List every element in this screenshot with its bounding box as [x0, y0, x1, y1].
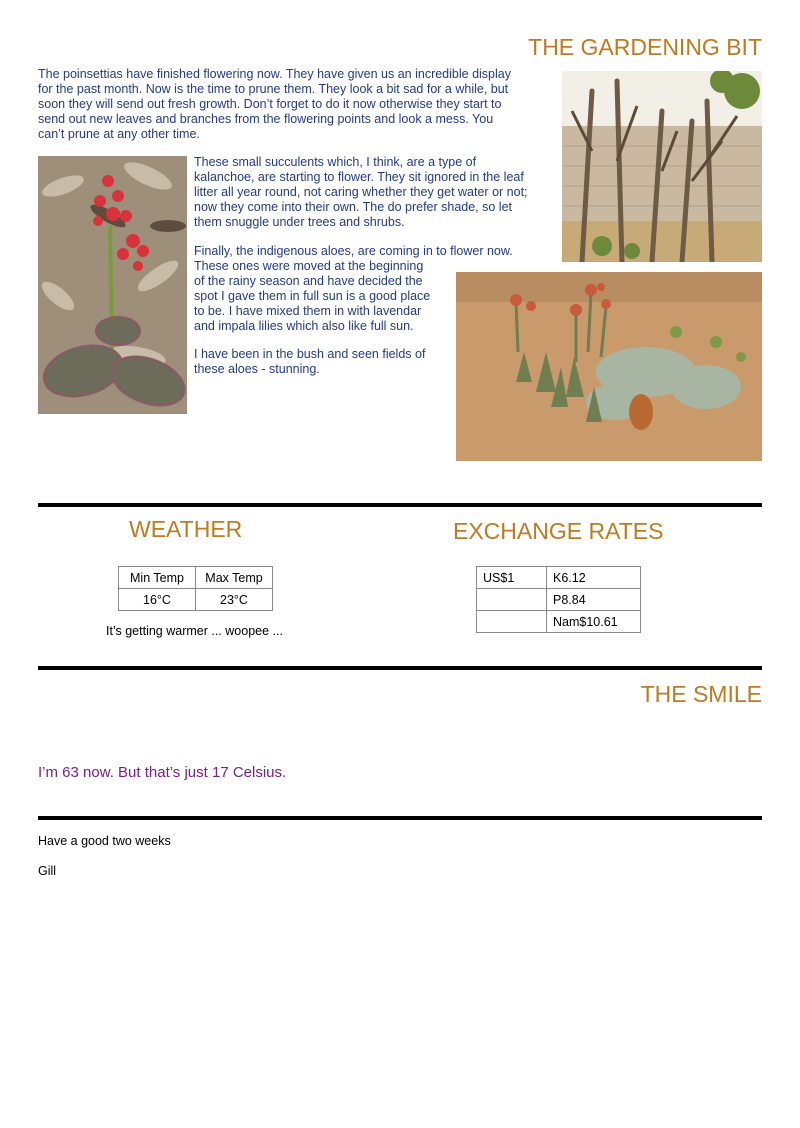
text-line: litter all year round, not caring whether they get water or not;: [194, 185, 528, 199]
rate-value: K6.12: [547, 567, 641, 589]
signoff-name: Gill: [38, 864, 57, 878]
text-line: These ones were moved at the beginning: [194, 259, 424, 273]
text-line: for the past month. Now is the time to prune them. They look a bit sad for a while, but: [38, 82, 509, 96]
text-line: Finally, the indigenous aloes, are coming in to flower now.: [194, 244, 513, 258]
max-temp-header: Max Temp: [196, 567, 273, 589]
table-row: [119, 589, 273, 611]
empty-cell: [477, 611, 547, 633]
table-row: [477, 589, 641, 611]
text-line: spot I gave them in full sun is a good place: [194, 289, 431, 303]
section-divider: [38, 503, 762, 507]
text-line: to be. I have mixed them in with lavendar: [194, 304, 422, 318]
text-line: now they come into their own. The do prefer shade, so let: [194, 200, 513, 214]
rate-value: P8.84: [547, 589, 641, 611]
weather-heading: WEATHER: [129, 516, 243, 542]
smile-joke: I’m 63 now. But that’s just 17 Celsius.: [38, 764, 287, 781]
empty-cell: [477, 589, 547, 611]
section-divider: [38, 666, 762, 670]
min-temp-header: Min Temp: [119, 567, 196, 589]
text-line: I have been in the bush and seen fields of: [194, 347, 426, 361]
base-currency: US$1: [477, 567, 547, 589]
text-line: These small succulents which, I think, are a type of: [194, 155, 477, 169]
section-divider: [38, 816, 762, 820]
kalanchoe-photo: [38, 156, 187, 414]
gardening-paragraph-4: [194, 347, 454, 377]
gardening-heading: THE GARDENING BIT: [528, 34, 762, 60]
text-line: can’t prune at any other time.: [38, 127, 200, 141]
table-row: [477, 611, 641, 633]
rate-value: Nam$10.61: [547, 611, 641, 633]
text-line: these aloes - stunning.: [194, 362, 320, 376]
poinsettia-photo: [562, 71, 762, 262]
smile-heading: THE SMILE: [640, 681, 762, 707]
text-line: them snuggle under trees and shrubs.: [194, 215, 405, 229]
weather-table: [118, 566, 273, 611]
text-line: soon they will send out fresh growth. Don’t forget to do it now otherwise they start to: [38, 97, 502, 111]
aloes-photo: [456, 272, 762, 461]
text-line: The poinsettias have finished flowering now. They have given us an incredible display: [38, 67, 511, 81]
text-line: of the rainy season and have decided the: [194, 274, 423, 288]
gardening-paragraph-1: [38, 67, 558, 142]
gardening-paragraph-2: [194, 155, 564, 230]
text-line: send out new leaves and branches from the flowering points and look a mess. You: [38, 112, 494, 126]
table-row: [477, 567, 641, 589]
text-line: and impala lilies which also like full sun.: [194, 319, 414, 333]
weather-note: It’s getting warmer ... woopee ...: [106, 624, 283, 638]
table-row: [119, 567, 273, 589]
exchange-heading: EXCHANGE RATES: [453, 518, 664, 544]
min-temp-value: 16°C: [119, 589, 196, 611]
max-temp-value: 23°C: [196, 589, 273, 611]
text-line: kalanchoe, are starting to flower. They sit ignored in the leaf: [194, 170, 524, 184]
exchange-table: [476, 566, 641, 633]
signoff-message: Have a good two weeks: [38, 834, 171, 848]
